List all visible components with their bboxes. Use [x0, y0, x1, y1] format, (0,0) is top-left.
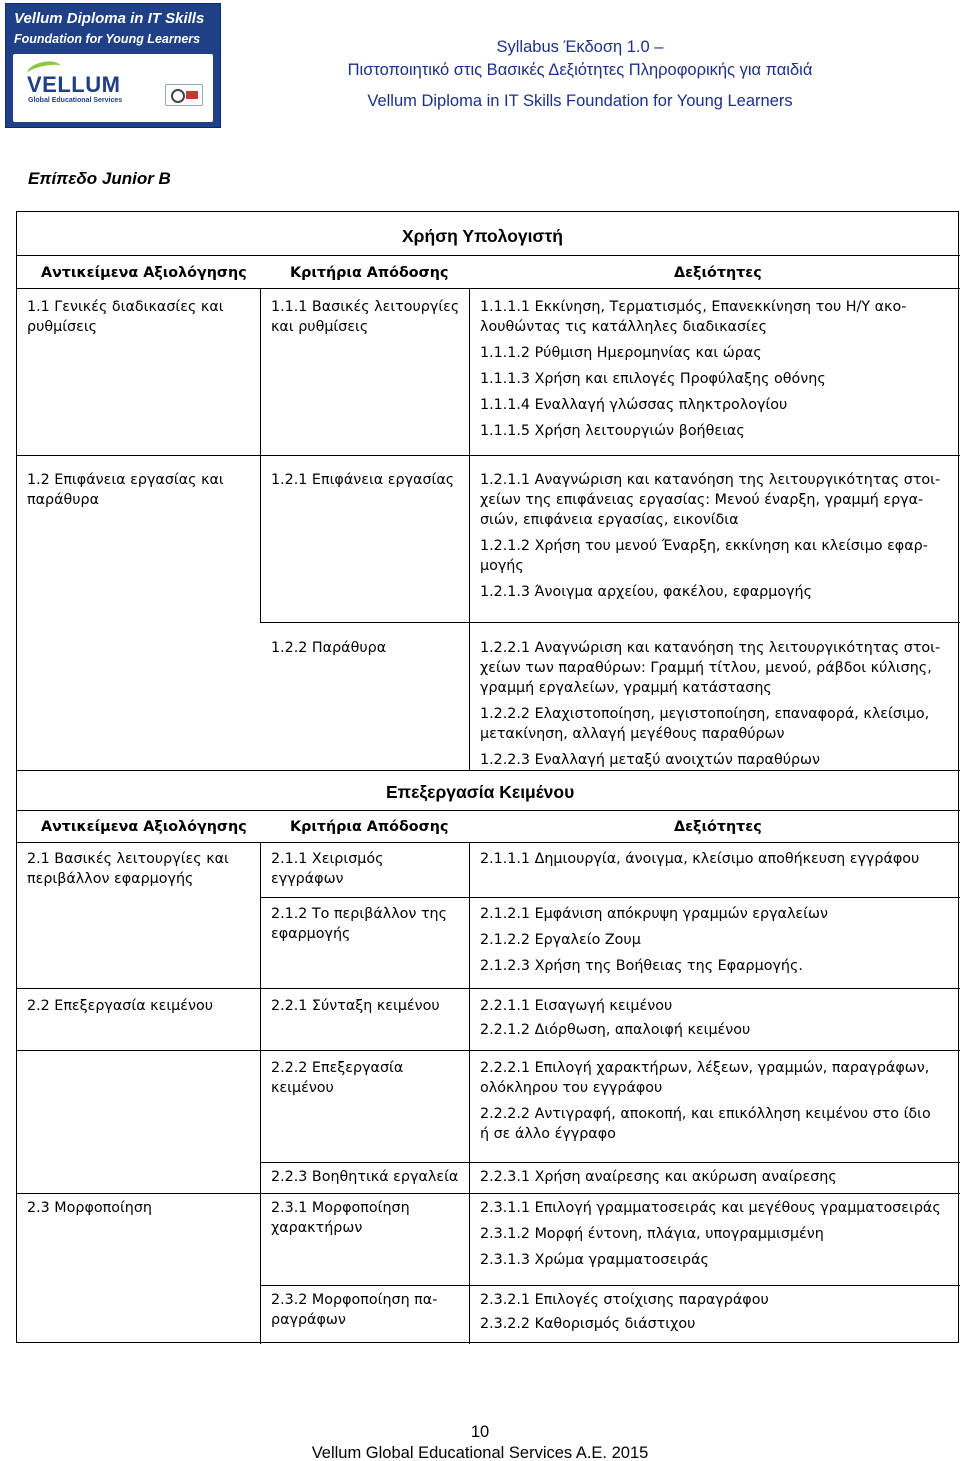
section-title: Χρήση Υπολογιστή	[402, 226, 563, 246]
level-title: Επίπεδο Junior B	[28, 169, 171, 188]
criterion-cell	[271, 297, 459, 337]
skills-cell	[480, 1167, 837, 1187]
objective-text: 1.1 Γενικές διαδικασίες και	[27, 299, 224, 315]
skills-cell	[480, 996, 750, 1040]
table-rule	[17, 288, 960, 289]
objective-text: ρυθμίσεις	[27, 319, 98, 335]
criterion-text: κειμένου	[271, 1080, 334, 1096]
objective-text: 2.3 Μορφοποίηση	[27, 1200, 152, 1216]
logo-brand-sub: Global Educational Services	[28, 97, 123, 104]
skill-text: 2.2.3.1 Χρήση αναίρεσης και ακύρωση αναίρεσης	[480, 1169, 837, 1185]
page-number: 10	[470, 1423, 490, 1441]
skill-text: 1.2.1.2 Χρήση του μενού Έναρξη, εκκίνηση και κλείσιμο εφαρ-	[480, 538, 928, 554]
objective-text: 2.2 Επεξεργασία κειμένου	[27, 998, 213, 1014]
syllabus-table	[16, 211, 959, 1343]
criterion-text: 2.3.1 Μορφοποίηση	[271, 1200, 410, 1216]
skill-text: 1.2.2.1 Αναγνώριση και κατανόηση της λειτουργικότητας στοι-	[480, 640, 941, 656]
table-rule	[17, 255, 960, 256]
criterion-text: και ρυθμίσεις	[271, 319, 369, 335]
table-rule	[17, 455, 960, 456]
objective-cell	[27, 297, 224, 337]
objective-text: παράθυρα	[27, 492, 100, 508]
table-rule	[17, 810, 960, 811]
skill-text: ή σε άλλο έγγραφο	[480, 1126, 616, 1142]
skill-text: 1.1.1.5 Χρήση λειτουργιών βοήθειας	[480, 423, 745, 439]
skill-text: 1.1.1.4 Εναλλαγή γλώσσας πληκτρολογίου	[480, 397, 788, 413]
skill-text: λουθώντας τις κατάλληλες διαδικασίες	[480, 319, 767, 335]
skills-cell	[480, 638, 940, 770]
criterion-text: 2.3.2 Μορφοποίηση πα-	[271, 1292, 438, 1308]
criterion-text: εφαρμογής	[271, 926, 351, 942]
skill-text: 1.2.1.3 Άνοιγμα αρχείου, φακέλου, εφαρμογής	[480, 584, 812, 600]
objective-text: περιβάλλον εφαρμογής	[27, 871, 194, 887]
table-rule	[17, 988, 960, 989]
skill-text: 1.2.2.3 Εναλλαγή μεταξύ ανοιχτών παραθύρων	[480, 752, 821, 768]
skill-text: 2.3.1.1 Επιλογή γραμματοσειράς και μεγέθους γραμματοσειράς	[480, 1200, 941, 1216]
criterion-cell	[271, 996, 440, 1016]
skill-text: 1.2.1.1 Αναγνώριση και κατανόηση της λειτουργικότητας στοι-	[480, 472, 941, 488]
criterion-cell	[271, 849, 384, 889]
logo-card	[13, 54, 213, 122]
column-header-objectives: Αντικείμενα Αξιολόγησης	[41, 265, 247, 281]
column-header-criteria: Κριτήρια Απόδοσης	[290, 819, 449, 835]
skill-text: 2.1.2.2 Εργαλείο Ζουμ	[480, 932, 641, 948]
criterion-cell	[271, 1167, 458, 1187]
skill-text: μετακίνηση, αλλαγή μεγέθους παραθύρων	[480, 726, 785, 742]
objective-cell	[27, 470, 224, 510]
criterion-text: 1.1.1 Βασικές λειτουργίες	[271, 299, 460, 315]
column-header-criteria: Κριτήρια Απόδοσης	[290, 265, 449, 281]
table-rule	[260, 1285, 960, 1286]
skill-text: 2.2.2.2 Αντιγραφή, αποκοπή, και επικόλληση κειμένου στο ίδιο	[480, 1106, 931, 1122]
criterion-text: 1.2.1 Επιφάνεια εργασίας	[271, 472, 455, 488]
skill-text: 2.1.1.1 Δημιουργία, άνοιγμα, κλείσιμο αποθήκευση εγγράφου	[480, 851, 920, 867]
table-rule	[260, 897, 960, 898]
criterion-text: 2.2.1 Σύνταξη κειμένου	[271, 998, 440, 1014]
criterion-text: 2.2.2 Επεξεργασία	[271, 1060, 404, 1076]
skill-text: χείων των παραθύρων: Γραμμή τίτλου, μενού, ράβδοι κύλισης,	[480, 660, 932, 676]
criterion-cell	[271, 904, 447, 944]
skills-cell	[480, 1198, 941, 1270]
criterion-text: 2.1.2 Το περιβάλλον της	[271, 906, 448, 922]
column-header-skills: Δεξιότητες	[674, 819, 762, 835]
skill-text: σιών, επιφάνεια εργασίας, εικονίδια	[480, 512, 739, 528]
table-rule	[17, 770, 960, 771]
column-header-objectives: Αντικείμενα Αξιολόγησης	[41, 819, 247, 835]
skill-text: 2.3.2.2 Καθορισμός διάστιχου	[480, 1316, 696, 1332]
vellum-logo	[5, 3, 221, 128]
objective-text: 2.1 Βασικές λειτουργίες και	[27, 851, 229, 867]
header-syllabus: Syllabus Έκδοση 1.0 –	[496, 38, 664, 56]
skill-text: χείων της επιφάνειας εργασίας: Μενού έναρξη, γραμμή εργα-	[480, 492, 924, 508]
criterion-cell	[271, 1198, 410, 1238]
skill-text: ολόκληρου του εγγράφου	[480, 1080, 663, 1096]
logo-brand: VELLUM	[27, 72, 121, 97]
skill-text: 2.2.2.1 Επιλογή χαρακτήρων, λέξεων, γραμμών, παραγράφων,	[480, 1060, 930, 1076]
skill-text: μογής	[480, 558, 524, 574]
table-col-rule	[469, 288, 470, 770]
skill-text: 2.3.1.3 Χρώμα γραμματοσειράς	[480, 1252, 709, 1268]
table-rule	[17, 1193, 960, 1194]
logo-title: Vellum Diploma in IT Skills	[14, 10, 205, 27]
skill-text: 1.1.1.3 Χρήση και επιλογές Προφύλαξης οθόνης	[480, 371, 826, 387]
criterion-text: ραγράφων	[271, 1312, 346, 1328]
skill-text: γραμμή εργαλείων, γραμμή κατάστασης	[480, 680, 772, 696]
footer-company: Vellum Global Educational Services A.E. 2015	[311, 1444, 649, 1461]
skill-text: 1.1.1.1 Εκκίνηση, Τερματισμός, Επανεκκίνηση του Η/Υ ακο-	[480, 299, 907, 315]
table-rule	[260, 622, 960, 623]
table-col-rule	[469, 842, 470, 1344]
skill-text: 2.3.2.1 Επιλογές στοίχισης παραγράφου	[480, 1292, 769, 1308]
header-diploma: Vellum Diploma in IT Skills Foundation for Young Learners	[367, 92, 793, 110]
objective-cell	[27, 849, 229, 889]
criterion-text: 2.2.3 Βοηθητικά εργαλεία	[271, 1169, 459, 1185]
certification-badge-icon	[165, 84, 203, 106]
criterion-cell	[271, 638, 386, 658]
skills-cell	[480, 470, 940, 602]
criterion-cell	[271, 1290, 437, 1330]
table-rule	[17, 842, 960, 843]
section-title: Επεξεργασία Κειμένου	[386, 782, 575, 802]
skill-text: 2.2.1.1 Εισαγωγή κειμένου	[480, 998, 673, 1014]
table-col-rule	[260, 288, 261, 455]
objective-cell	[27, 1198, 152, 1218]
table-col-rule	[260, 455, 261, 622]
skills-cell	[480, 904, 828, 976]
skills-cell	[480, 1290, 769, 1334]
column-header-skills: Δεξιότητες	[674, 265, 762, 281]
criterion-text: 2.1.1 Χειρισμός	[271, 851, 384, 867]
skill-text: 2.1.2.1 Εμφάνιση απόκρυψη γραμμών εργαλείων	[480, 906, 828, 922]
table-rule	[260, 1162, 960, 1163]
criterion-text: εγγράφων	[271, 871, 344, 887]
table-col-rule	[260, 842, 261, 1344]
criterion-text: χαρακτήρων	[271, 1220, 363, 1236]
criterion-text: 1.2.2 Παράθυρα	[271, 640, 387, 656]
skill-text: 2.1.2.3 Χρήση της Βοήθειας της Εφαρμογής.	[480, 958, 803, 974]
skill-text: 1.2.2.2 Ελαχιστοποίηση, μεγιστοποίηση, επαναφορά, κλείσιμο,	[480, 706, 930, 722]
objective-cell	[27, 996, 213, 1016]
header-certificate: Πιστοποιητικό στις Βασικές Δεξιότητες Πληροφορικής για παιδιά	[347, 61, 813, 79]
skills-cell	[480, 849, 919, 869]
skill-text: 2.2.1.2 Διόρθωση, απαλοιφή κειμένου	[480, 1022, 751, 1038]
skills-cell	[480, 297, 906, 441]
skills-cell	[480, 1058, 931, 1144]
table-rule	[17, 1050, 960, 1051]
criterion-cell	[271, 470, 454, 490]
skill-text: 2.3.1.2 Μορφή έντονη, πλάγια, υπογραμμισμένη	[480, 1226, 824, 1242]
criterion-cell	[271, 1058, 403, 1098]
skill-text: 1.1.1.2 Ρύθμιση Ημερομηνίας και ώρας	[480, 345, 762, 361]
objective-text: 1.2 Επιφάνεια εργασίας και	[27, 472, 224, 488]
logo-subtitle: Foundation for Young Learners	[14, 32, 201, 46]
